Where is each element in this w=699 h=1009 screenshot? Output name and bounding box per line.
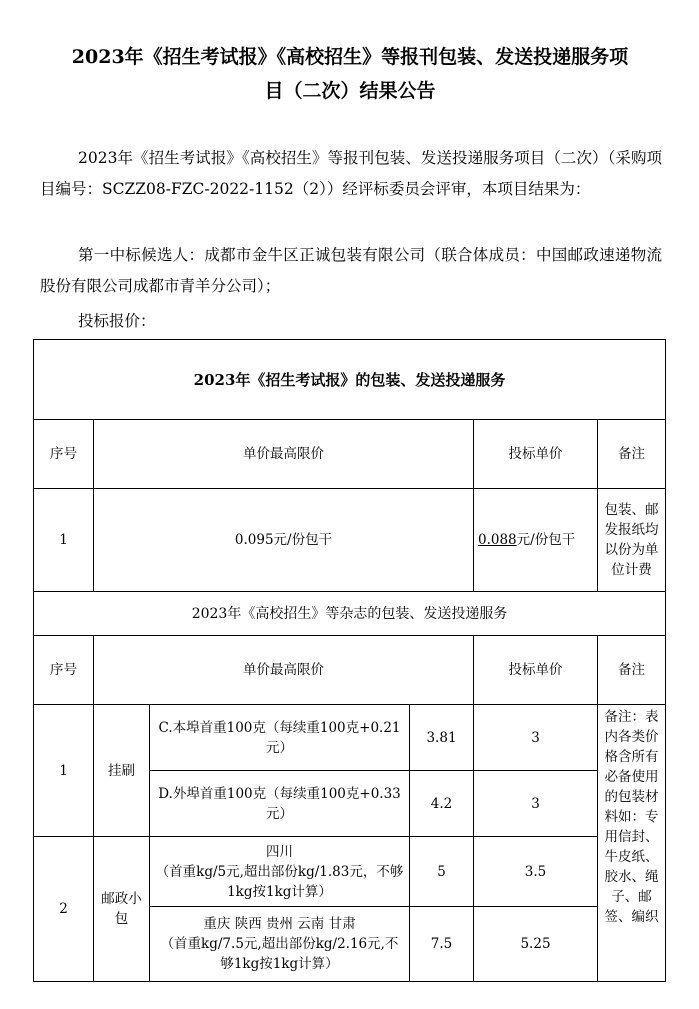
section2-remark-text: 备注：表内各类价格含所有必备使用的包装材料如：专用信封、牛皮纸、胶水、绳子、邮签、编织 xyxy=(604,709,659,925)
header-seq: 序号 xyxy=(34,420,94,489)
title-line-1: 2023年《招生考试报》《高校招生》等报刊包装、发送投递服务项 xyxy=(71,46,629,68)
page-title xyxy=(20,40,680,108)
item-region: 重庆 陕西 贵州 云南 甘肃 xyxy=(203,916,356,932)
item-max: 4.2 xyxy=(410,771,474,837)
item-max: 3.81 xyxy=(410,705,474,771)
group2-seq: 2 xyxy=(34,837,94,982)
bid-unit: 元/份包干 xyxy=(516,532,576,548)
section1-title: 2023年《招生考试报》的包装、发送投递服务 xyxy=(34,340,666,420)
group1-category: 挂刷 xyxy=(94,705,150,837)
bid-table xyxy=(33,339,666,982)
header-seq-2: 序号 xyxy=(34,636,94,705)
section2-title: 2023年《高校招生》等杂志的包装、发送投递服务 xyxy=(34,592,666,636)
header-remark: 备注 xyxy=(598,420,666,489)
item-max: 5 xyxy=(410,837,474,907)
section1-bid-price xyxy=(474,489,598,592)
intro-paragraph: 2023年《招生考试报》《高校招生》等报刊包装、发送投递服务项目（二次）（采购项目编号：SCZZ08-FZC-2022-1152（2））经评标委员会评审，本项目结果为： xyxy=(40,149,662,198)
table-row xyxy=(34,837,666,907)
candidate-paragraph: 第一中标候选人：成都市金牛区正诚包装有限公司（联合体成员：中国邮政速递物流股份有限公司成都市青羊分公司）； xyxy=(40,246,662,295)
table-row xyxy=(34,705,666,771)
item-desc xyxy=(150,907,410,982)
group1-seq: 1 xyxy=(34,705,94,837)
item-bid: 3 xyxy=(474,705,598,771)
section1-remark: 包装、邮发报纸均以份为单位计费 xyxy=(598,489,666,592)
section1-seq: 1 xyxy=(34,489,94,592)
title-line-2: 目（二次）结果公告 xyxy=(264,80,436,102)
item-region: 四川 xyxy=(266,843,293,860)
header-bid-price-2: 投标单价 xyxy=(474,636,598,705)
section2-remark xyxy=(598,705,666,982)
item-bid: 3 xyxy=(474,771,598,837)
header-bid-price: 投标单价 xyxy=(474,420,598,489)
header-max-price: 单价最高限价 xyxy=(94,420,474,489)
item-bid: 5.25 xyxy=(474,907,598,982)
item-desc xyxy=(150,837,410,907)
section1-max-price: 0.095元/份包干 xyxy=(94,489,474,592)
header-remark-2: 备注 xyxy=(598,636,666,705)
bid-label: 投标报价： xyxy=(78,312,156,330)
item-max: 7.5 xyxy=(410,907,474,982)
header-max-price-2: 单价最高限价 xyxy=(94,636,474,705)
item-desc: C.本埠首重100克（每续重100克+0.21元） xyxy=(150,705,410,771)
bid-value: 0.088 xyxy=(478,532,517,548)
item-desc-text: （首重kg/5元,超出部份kg/1.83元，不够1kg按1kg计算） xyxy=(155,863,404,900)
item-bid: 3.5 xyxy=(474,837,598,907)
item-desc: D.外埠首重100克（每续重100克+0.33元） xyxy=(150,771,410,837)
group2-category: 邮政小包 xyxy=(94,837,150,982)
item-desc-text: （首重kg/7.5元,超出部份kg/2.16元,不够1kg按1kg计算） xyxy=(160,936,399,972)
